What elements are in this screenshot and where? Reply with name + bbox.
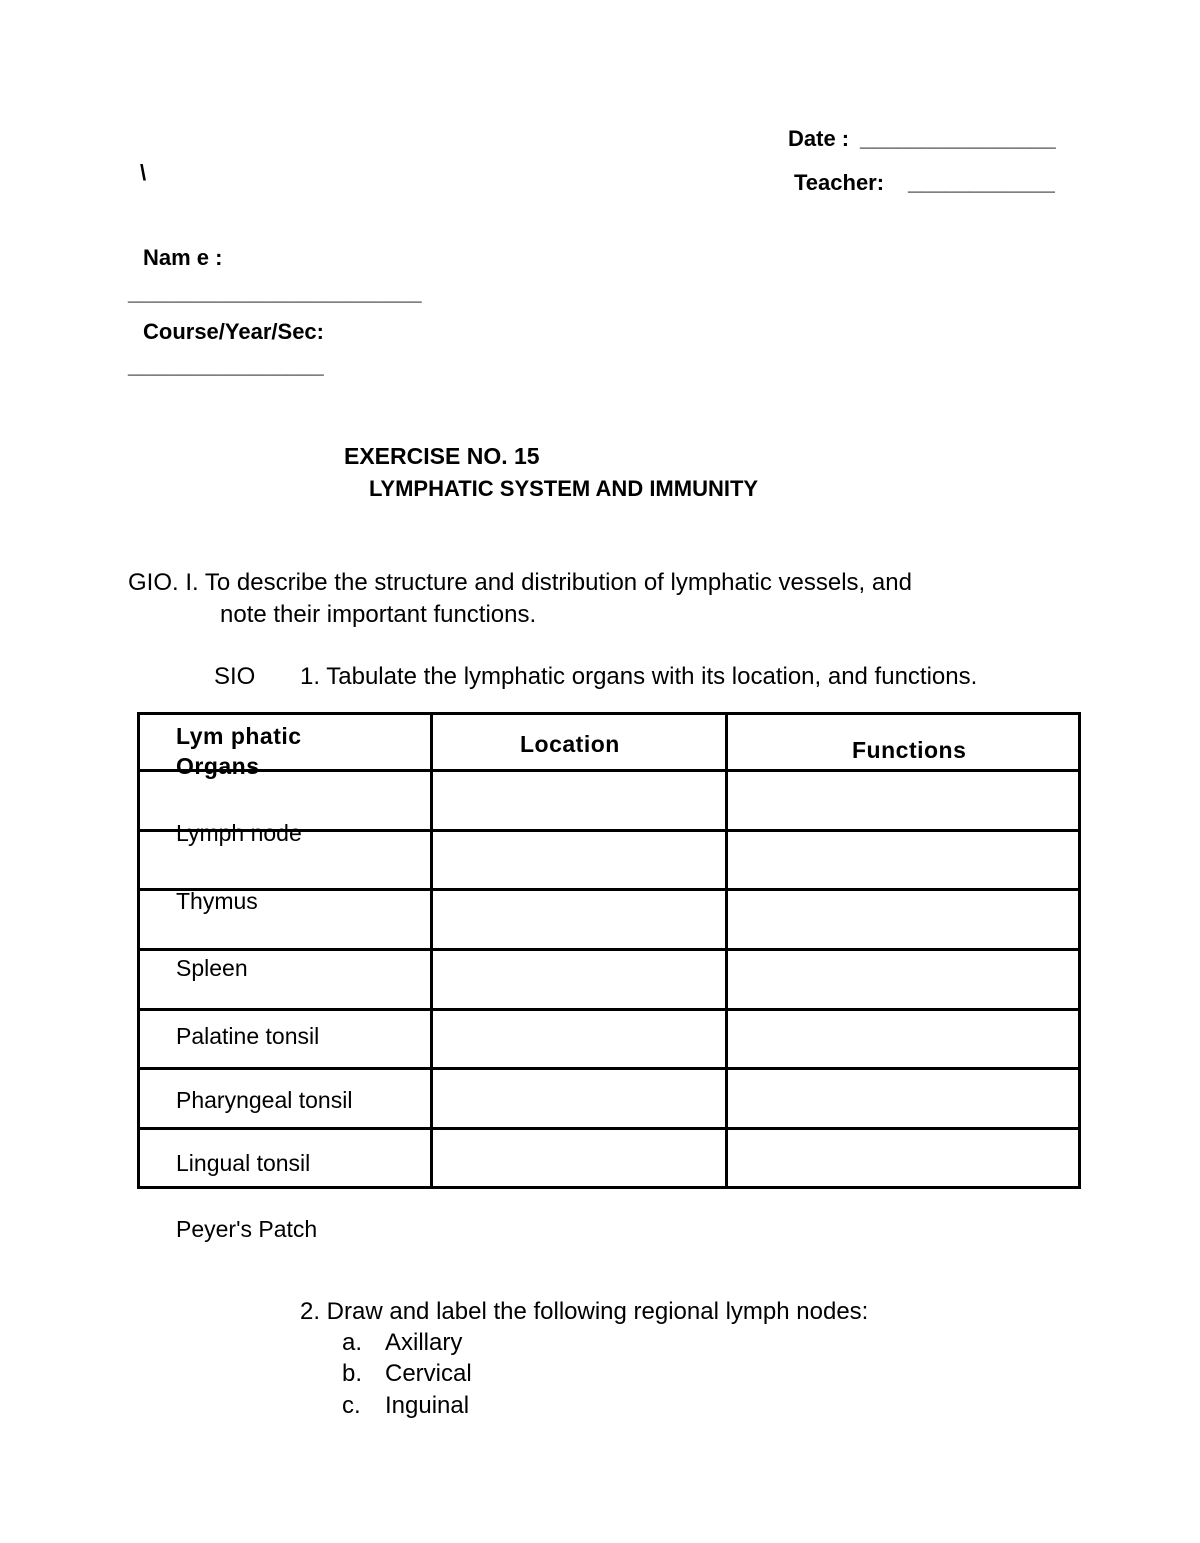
sio-text: 1. Tabulate the lymphatic organs with its location, and functions. <box>300 663 978 690</box>
list-item: Axillary <box>385 1329 463 1356</box>
list-marker: a. <box>342 1329 363 1356</box>
gio-line-2: note their important functions. <box>220 601 537 628</box>
list-marker: b. <box>342 1360 363 1387</box>
table-divider <box>137 769 1081 772</box>
question-2-prompt: 2. Draw and label the following regional lymph nodes: <box>300 1298 869 1325</box>
gio-line-1: GIO. I. To describe the structure and distribution of lymphatic vessels, and <box>128 569 912 596</box>
list-item: Cervical <box>385 1360 472 1387</box>
exercise-subject: LYMPHATIC SYSTEM AND IMMUNITY <box>369 476 759 501</box>
organ-cell: Thymus <box>176 888 258 914</box>
name-blank: ________________________ <box>128 280 422 305</box>
header-functions: Functions <box>852 737 967 763</box>
organ-cell: Lingual tonsil <box>176 1150 311 1176</box>
teacher-blank: ____________ <box>908 170 1055 195</box>
name-label: Nam e : <box>143 245 223 270</box>
course-label: Course/Year/Sec: <box>143 319 324 344</box>
table-divider <box>137 948 1081 951</box>
peyers-patch-label: Peyer's Patch <box>176 1216 318 1242</box>
organ-cell: Pharyngeal tonsil <box>176 1087 353 1113</box>
backslash-mark: \ <box>140 160 147 185</box>
course-blank: ________________ <box>128 353 324 378</box>
table-divider <box>137 1008 1081 1011</box>
exercise-title: EXERCISE NO. 15 <box>344 443 540 469</box>
list-marker: c. <box>342 1392 361 1419</box>
sio-label: SIO <box>214 663 256 690</box>
table-divider <box>137 888 1081 891</box>
header-organs-line-1: Lym phatic <box>176 723 302 749</box>
header-organs-line-2: Organs <box>176 753 260 779</box>
organ-cell: Spleen <box>176 955 248 981</box>
organ-cell: Lymph node <box>176 820 302 846</box>
date-label: Date : <box>788 126 850 151</box>
list-item: Inguinal <box>385 1392 470 1419</box>
table-divider <box>137 1127 1081 1130</box>
header-location: Location <box>520 731 620 757</box>
date-blank: ________________ <box>860 126 1056 151</box>
organ-cell: Palatine tonsil <box>176 1023 320 1049</box>
teacher-label: Teacher: <box>794 170 885 195</box>
table-divider <box>137 1067 1081 1070</box>
